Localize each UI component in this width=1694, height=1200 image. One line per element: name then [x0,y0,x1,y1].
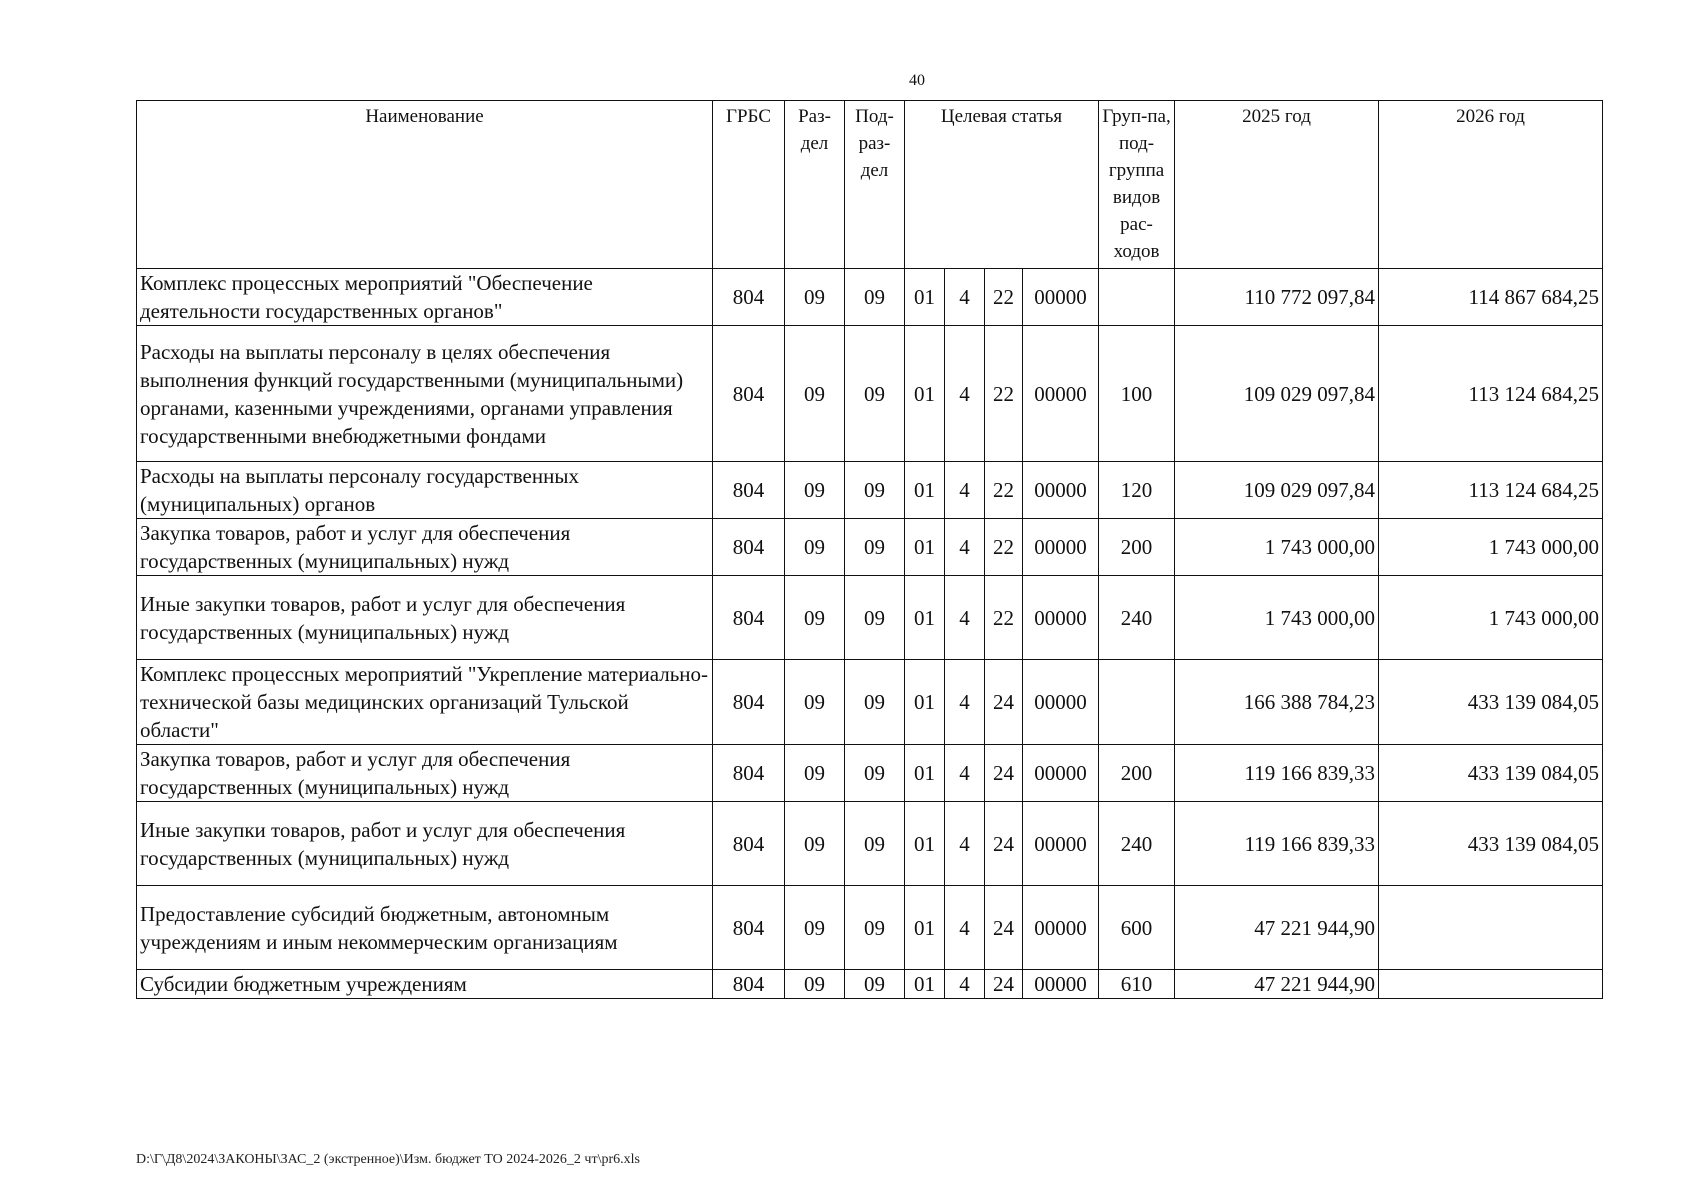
row-target-direction: 00000 [1023,326,1099,462]
row-name: Расходы на выплаты персоналу государственных (муниципальных) органов [137,462,713,519]
row-name: Иные закупки товаров, работ и услуг для обеспечения государственных (муниципальных) нужд [137,576,713,660]
table-row [137,886,1603,970]
budget-table [136,100,1603,999]
row-target-type: 4 [945,576,985,660]
row-target-structure: 22 [985,576,1023,660]
row-amount-2025: 47 221 944,90 [1175,970,1379,999]
row-target-type: 4 [945,970,985,999]
row-target-program: 01 [905,886,945,970]
row-grbs: 804 [713,269,785,326]
row-name: Иные закупки товаров, работ и услуг для обеспечения государственных (муниципальных) нужд [137,802,713,886]
row-expense-group: 600 [1099,886,1175,970]
row-name: Комплекс процессных мероприятий "Укрепление материально-технической базы медицинских организаций Тульской области" [137,660,713,745]
row-amount-2025: 119 166 839,33 [1175,745,1379,802]
row-amount-2026: 433 139 084,05 [1379,745,1603,802]
row-name: Закупка товаров, работ и услуг для обеспечения государственных (муниципальных) нужд [137,745,713,802]
row-target-structure: 24 [985,745,1023,802]
row-grbs: 804 [713,326,785,462]
row-amount-2026 [1379,970,1603,999]
row-podrazdel: 09 [845,269,905,326]
table-row [137,269,1603,326]
row-grbs: 804 [713,886,785,970]
row-podrazdel: 09 [845,970,905,999]
row-amount-2026: 113 124 684,25 [1379,462,1603,519]
row-expense-group: 200 [1099,745,1175,802]
header-target-article: Целевая статья [905,101,1099,269]
table-row [137,970,1603,999]
row-amount-2025: 109 029 097,84 [1175,462,1379,519]
row-amount-2026: 114 867 684,25 [1379,269,1603,326]
row-amount-2026: 1 743 000,00 [1379,519,1603,576]
row-name: Закупка товаров, работ и услуг для обеспечения государственных (муниципальных) нужд [137,519,713,576]
row-expense-group: 200 [1099,519,1175,576]
row-target-program: 01 [905,660,945,745]
row-razdel: 09 [785,462,845,519]
row-name: Субсидии бюджетным учреждениям [137,970,713,999]
row-razdel: 09 [785,970,845,999]
row-podrazdel: 09 [845,326,905,462]
table-row [137,660,1603,745]
row-razdel: 09 [785,269,845,326]
row-podrazdel: 09 [845,519,905,576]
row-podrazdel: 09 [845,576,905,660]
row-target-structure: 24 [985,886,1023,970]
row-target-structure: 22 [985,519,1023,576]
row-target-direction: 00000 [1023,462,1099,519]
row-razdel: 09 [785,576,845,660]
row-podrazdel: 09 [845,660,905,745]
table-row [137,745,1603,802]
row-amount-2025: 110 772 097,84 [1175,269,1379,326]
row-grbs: 804 [713,745,785,802]
row-target-type: 4 [945,269,985,326]
table-row [137,519,1603,576]
row-amount-2025: 1 743 000,00 [1175,576,1379,660]
row-target-program: 01 [905,970,945,999]
row-target-program: 01 [905,745,945,802]
row-grbs: 804 [713,462,785,519]
row-target-structure: 22 [985,462,1023,519]
row-target-type: 4 [945,886,985,970]
row-razdel: 09 [785,886,845,970]
header-year-2026: 2026 год [1379,101,1603,269]
row-amount-2026: 1 743 000,00 [1379,576,1603,660]
row-amount-2025: 119 166 839,33 [1175,802,1379,886]
row-amount-2026: 113 124 684,25 [1379,326,1603,462]
row-amount-2026: 433 139 084,05 [1379,660,1603,745]
row-expense-group [1099,660,1175,745]
row-grbs: 804 [713,519,785,576]
page-number: 40 [909,72,925,89]
row-target-direction: 00000 [1023,519,1099,576]
row-expense-group: 240 [1099,802,1175,886]
row-target-structure: 22 [985,326,1023,462]
row-target-direction: 00000 [1023,660,1099,745]
row-name: Расходы на выплаты персоналу в целях обеспечения выполнения функций государственными (муниципальными) органами, казенными учреждениями, органами управления государственными внебюджетными фондами [137,326,713,462]
row-target-type: 4 [945,326,985,462]
row-expense-group [1099,269,1175,326]
row-expense-group: 100 [1099,326,1175,462]
row-target-program: 01 [905,576,945,660]
row-target-program: 01 [905,326,945,462]
footer-file-path: D:\Г\Д8\2024\ЗАКОНЫ\ЗАС_2 (экстренное)\Изм. бюджет ТО 2024-2026_2 чт\pr6.xls [136,1152,640,1167]
row-target-structure: 24 [985,660,1023,745]
row-grbs: 804 [713,660,785,745]
row-amount-2025: 166 388 784,23 [1175,660,1379,745]
row-expense-group: 240 [1099,576,1175,660]
row-podrazdel: 09 [845,886,905,970]
row-target-structure: 24 [985,802,1023,886]
row-target-direction: 00000 [1023,886,1099,970]
header-expense-group: Груп-па, под-группа видов рас-ходов [1099,101,1175,269]
row-amount-2025: 47 221 944,90 [1175,886,1379,970]
row-target-type: 4 [945,802,985,886]
row-target-type: 4 [945,519,985,576]
row-name: Комплекс процессных мероприятий "Обеспечение деятельности государственных органов" [137,269,713,326]
row-amount-2026 [1379,886,1603,970]
row-target-program: 01 [905,802,945,886]
row-target-direction: 00000 [1023,970,1099,999]
row-razdel: 09 [785,802,845,886]
table-row [137,326,1603,462]
table-row [137,462,1603,519]
header-grbs: ГРБС [713,101,785,269]
row-podrazdel: 09 [845,745,905,802]
row-razdel: 09 [785,326,845,462]
row-target-program: 01 [905,462,945,519]
row-expense-group: 610 [1099,970,1175,999]
row-target-program: 01 [905,269,945,326]
row-target-direction: 00000 [1023,576,1099,660]
row-target-type: 4 [945,660,985,745]
header-year-2025: 2025 год [1175,101,1379,269]
row-podrazdel: 09 [845,462,905,519]
header-name: Наименование [137,101,713,269]
table-row [137,802,1603,886]
table-row [137,576,1603,660]
row-target-program: 01 [905,519,945,576]
row-target-structure: 24 [985,970,1023,999]
row-amount-2025: 1 743 000,00 [1175,519,1379,576]
row-target-type: 4 [945,462,985,519]
row-name: Предоставление субсидий бюджетным, автономным учреждениям и иным некоммерческим организациям [137,886,713,970]
row-target-direction: 00000 [1023,802,1099,886]
row-podrazdel: 09 [845,802,905,886]
header-podrazdel: Под-раз-дел [845,101,905,269]
row-razdel: 09 [785,745,845,802]
table-header-row [137,101,1603,269]
row-target-type: 4 [945,745,985,802]
row-amount-2025: 109 029 097,84 [1175,326,1379,462]
row-grbs: 804 [713,802,785,886]
row-amount-2026: 433 139 084,05 [1379,802,1603,886]
row-razdel: 09 [785,519,845,576]
row-razdel: 09 [785,660,845,745]
header-razdel: Раз-дел [785,101,845,269]
row-expense-group: 120 [1099,462,1175,519]
row-grbs: 804 [713,970,785,999]
row-grbs: 804 [713,576,785,660]
row-target-structure: 22 [985,269,1023,326]
row-target-direction: 00000 [1023,745,1099,802]
row-target-direction: 00000 [1023,269,1099,326]
